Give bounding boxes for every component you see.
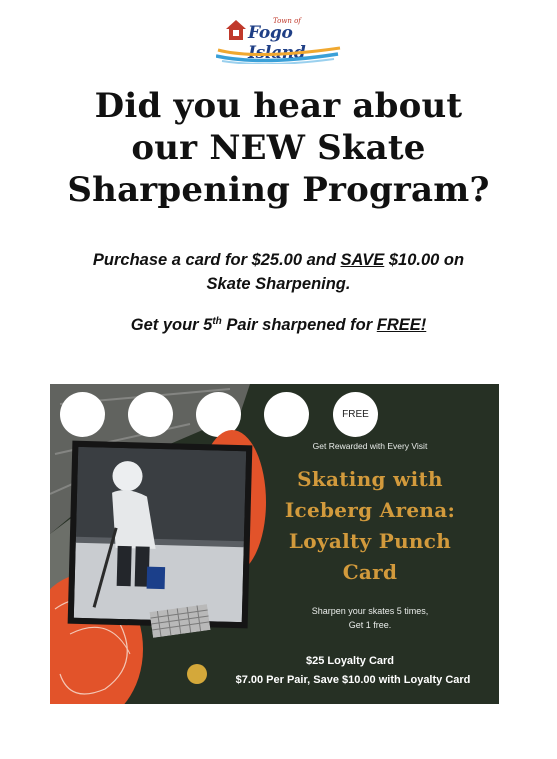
hockey-player-photo bbox=[74, 447, 246, 622]
purchase-offer-text: Purchase a card for $25.00 and SAVE $10.00 on Skate Sharpening. bbox=[92, 251, 465, 293]
headline-line: our NEW Skate bbox=[131, 127, 426, 168]
reward-tagline: Get Rewarded with Every Visit bbox=[312, 441, 428, 451]
free-emphasis: FREE! bbox=[376, 316, 427, 334]
headline bbox=[0, 86, 557, 211]
loyalty-punch-card bbox=[50, 384, 499, 704]
skate-sharpening-text: Skate Sharpening. bbox=[206, 274, 351, 293]
punch-circle-free: FREE bbox=[333, 392, 378, 437]
save-emphasis: SAVE bbox=[340, 251, 385, 269]
fogo-island-logo bbox=[216, 14, 342, 64]
free-pair-text: Get your 5th Pair sharpened for FREE! bbox=[130, 316, 427, 334]
card-title: Skating with Iceberg Arena: Loyalty Punch Card bbox=[284, 467, 456, 584]
hockey-player-photo-frame bbox=[68, 441, 253, 629]
sharpen-offer-text: Sharpen your skates 5 times, Get 1 free. bbox=[311, 606, 429, 630]
house-icon bbox=[226, 20, 246, 42]
gold-dot bbox=[187, 664, 207, 684]
logo-name-text: Fogo Island bbox=[248, 23, 306, 63]
loyalty-card-price: $25 Loyalty Card bbox=[305, 655, 395, 667]
per-pair-price: $7.00 Per Pair, Save $10.00 with Loyalty Card bbox=[235, 674, 471, 686]
logo-town-text: Town of bbox=[273, 17, 301, 25]
headline-line: Sharpening Program? bbox=[67, 169, 490, 210]
waves-graphic bbox=[216, 44, 342, 64]
headline-line: Did you hear about bbox=[94, 86, 463, 126]
